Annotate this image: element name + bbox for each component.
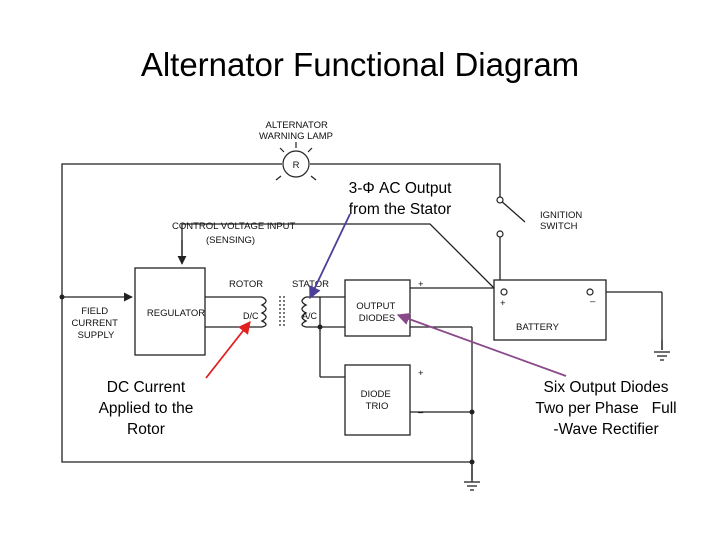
annotation-line: Two per Phase Full — [535, 400, 677, 417]
regulator-label: REGULATOR — [146, 308, 206, 319]
annotation-line: Applied to the — [98, 400, 194, 417]
rotor-label: ROTOR — [229, 279, 264, 290]
rotor-current-arrow — [206, 322, 250, 378]
annotation-line: 3-Φ AC Output — [348, 180, 452, 197]
ground-icon-alternator — [464, 462, 480, 490]
annotation-line: Rotor — [127, 421, 165, 438]
rotor-current-annotation — [78, 377, 214, 440]
output-diodes-annotation — [508, 377, 704, 440]
lamp-letter: R — [292, 160, 300, 171]
stator-output-arrow — [310, 214, 350, 298]
ac-label: A/C — [302, 311, 318, 321]
control-voltage-label: CONTROL VOLTAGE INPUT (SENSING) — [172, 221, 296, 246]
annotation-line: from the Stator — [348, 201, 452, 218]
slide-title: Alternator Functional Diagram — [140, 46, 580, 83]
battery-negative-terminal — [587, 289, 593, 295]
field-current-supply-label: FIELD CURRENT SUPPLY — [71, 306, 118, 341]
battery-plus: + — [500, 298, 506, 309]
battery-minus: – — [590, 296, 596, 307]
dc-label: D/C — [243, 311, 259, 321]
warning-lamp-label: ALTERNATOR WARNING LAMP — [258, 120, 334, 142]
annotation-line: DC Current — [106, 379, 186, 396]
battery-positive-terminal — [501, 289, 507, 295]
battery-label: BATTERY — [516, 322, 559, 333]
rotor-coil-icon — [262, 297, 266, 327]
annotation-line: -Wave Rectifier — [553, 421, 659, 438]
output-diodes-plus: + — [418, 279, 424, 290]
diode-trio-label: DIODE TRIO — [360, 389, 391, 412]
ground-icon-battery — [654, 352, 670, 360]
output-diodes-label: OUTPUT DIODES — [356, 301, 396, 324]
stator-output-annotation — [325, 178, 475, 220]
annotation-line: Six Output Diodes — [543, 379, 669, 396]
diode-trio-box — [345, 365, 410, 435]
diode-trio-plus: + — [418, 368, 424, 379]
diode-trio-minus: – — [418, 407, 424, 418]
ignition-switch-label: IGNITION SWITCH — [540, 210, 583, 232]
stator-label: STATOR — [292, 279, 329, 290]
